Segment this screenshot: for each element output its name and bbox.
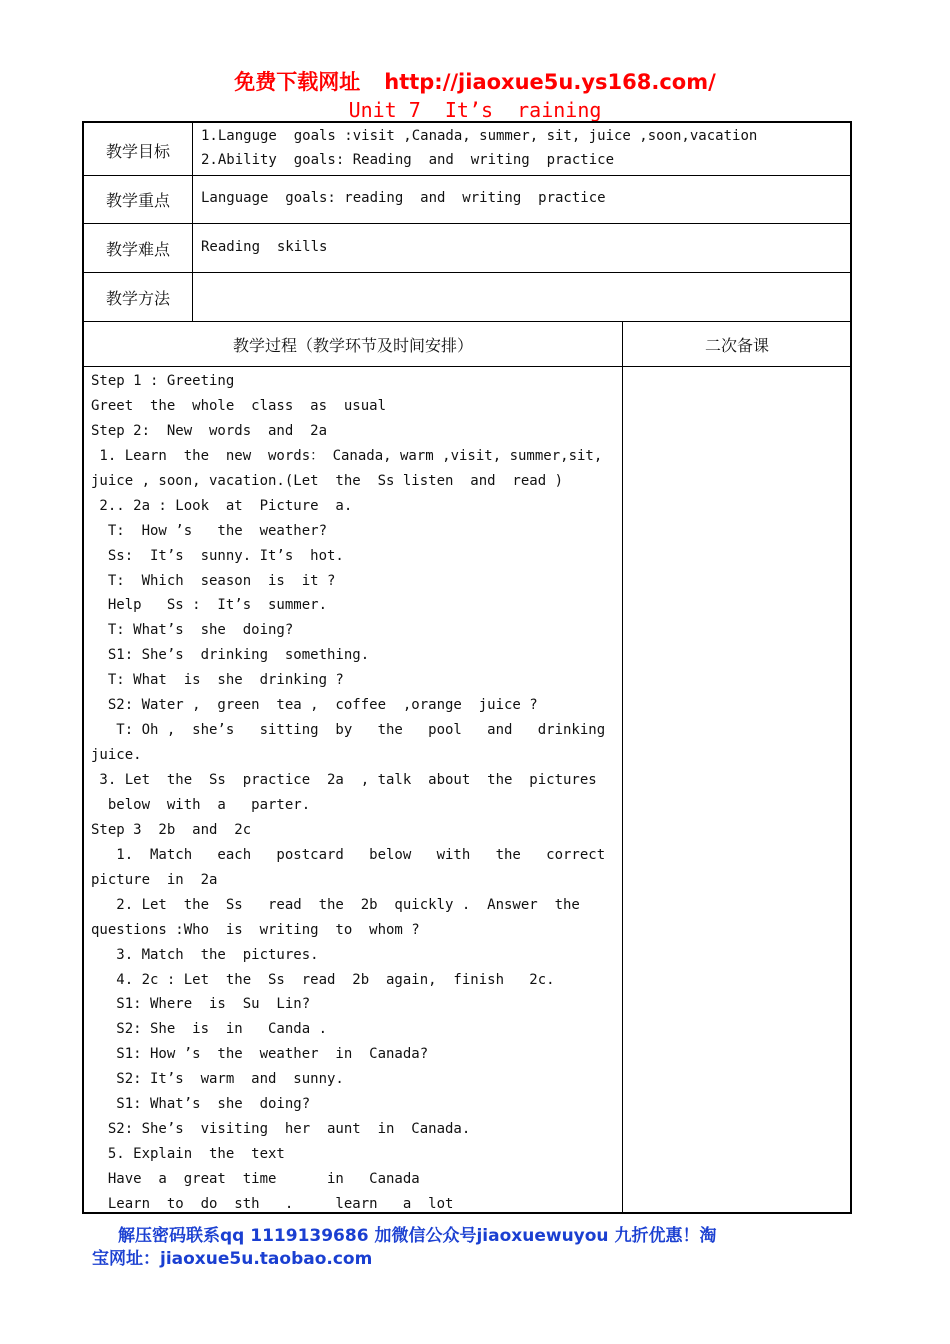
process-line: T: Which season is it ? bbox=[91, 572, 336, 589]
process-line: S1: Where is Su Lin? bbox=[91, 996, 311, 1013]
process-header: 教学过程（教学环节及时间安排） bbox=[232, 336, 473, 355]
row-divider bbox=[84, 175, 850, 176]
process-line: T: How ’s the weather? bbox=[91, 522, 328, 539]
process-line: S2: Water , green tea , coffee ,orange juice ? bbox=[91, 697, 538, 714]
process-line: T: What’s she doing? bbox=[91, 622, 294, 639]
process-line: S2: She’s visiting her aunt in Canada. bbox=[91, 1121, 471, 1138]
notes-header: 二次备课 bbox=[704, 336, 769, 355]
difficulties-value: Reading skills bbox=[201, 239, 328, 255]
download-url-link[interactable]: http://jiaoxue5u.ys168.com/ bbox=[384, 70, 716, 94]
process-line: S1: How ’s the weather in Canada? bbox=[91, 1046, 429, 1063]
process-line: Help Ss : It’s summer. bbox=[91, 597, 328, 614]
process-line: Have a great time in Canada bbox=[91, 1171, 420, 1187]
process-line: 1. Match each postcard below with the correct bbox=[91, 846, 606, 863]
row-divider bbox=[84, 366, 850, 367]
process-line: Step 1 : Greeting bbox=[91, 373, 235, 389]
download-banner bbox=[0, 66, 950, 96]
process-line: 1. Learn the new words： Canada, warm ,visit, summer,sit, bbox=[91, 447, 603, 464]
row-divider bbox=[84, 223, 850, 224]
column-divider bbox=[192, 123, 193, 321]
process-line: S1: What’s she doing? bbox=[91, 1096, 311, 1113]
process-line: S2: She is in Canda . bbox=[91, 1021, 328, 1038]
footer-contact-line: 解压密码联系qq 1119139686 加微信公众号jiaoxuewuyou 九折优惠！淘 bbox=[118, 1226, 717, 1246]
process-line: Learn to do sth . learn a lot bbox=[91, 1195, 454, 1212]
process-line: 3. Let the Ss practice 2a , talk about the pictures bbox=[91, 772, 597, 788]
column-divider bbox=[622, 321, 623, 1212]
process-line: T: Oh , she’s sitting by the pool and drinking bbox=[91, 722, 606, 739]
process-line: juice , soon, vacation.(Let the Ss listen and read ) bbox=[91, 472, 564, 489]
process-line: T: What is she drinking ? bbox=[91, 672, 344, 689]
process-line: juice. bbox=[91, 747, 142, 764]
process-line: Greet the whole class as usual bbox=[91, 397, 387, 414]
objectives-label: 教学目标 bbox=[105, 142, 170, 161]
process-line: Ss: It’s sunny. It’s hot. bbox=[91, 547, 344, 564]
difficulties-label: 教学难点 bbox=[105, 240, 170, 259]
footer-shop-link[interactable]: 宝网址：jiaoxue5u.taobao.com bbox=[92, 1249, 373, 1269]
process-line: Step 3 2b and 2c bbox=[91, 821, 252, 838]
page-title: Unit 7 It’s raining bbox=[348, 98, 602, 122]
process-line: questions :Who is writing to whom ? bbox=[91, 921, 420, 938]
process-line: 2.. 2a : Look at Picture a. bbox=[91, 497, 353, 514]
process-line: Step 2: New words and 2a bbox=[91, 422, 328, 439]
process-content bbox=[91, 369, 616, 1217]
process-line: 4. 2c : Let the Ss read 2b again, finish 2c. bbox=[91, 971, 555, 988]
process-line: S1: She’s drinking something. bbox=[91, 647, 370, 664]
row-divider bbox=[84, 272, 850, 273]
process-line: 3. Match the pictures. bbox=[91, 946, 319, 963]
objectives-line-2: 2.Ability goals: Reading and writing practice bbox=[201, 152, 615, 168]
process-line: S2: It’s warm and sunny. bbox=[91, 1071, 344, 1088]
process-line: 2. Let the Ss read the 2b quickly . Answer the bbox=[91, 896, 580, 913]
free-download-label: 免费下载网址 bbox=[234, 70, 361, 94]
objectives-line-1: 1.Languge goals :visit ,Canada, summer, sit, juice ,soon,vacation bbox=[201, 128, 758, 144]
process-line: 5. Explain the text bbox=[91, 1146, 285, 1163]
row-divider bbox=[84, 321, 850, 322]
process-line: below with a parter. bbox=[91, 796, 311, 813]
methods-label: 教学方法 bbox=[105, 289, 170, 308]
process-line: picture in 2a bbox=[91, 871, 218, 888]
lesson-plan-table bbox=[82, 121, 852, 1214]
key-points-label: 教学重点 bbox=[105, 191, 170, 210]
key-points-value: Language goals: reading and writing practice bbox=[201, 190, 606, 206]
